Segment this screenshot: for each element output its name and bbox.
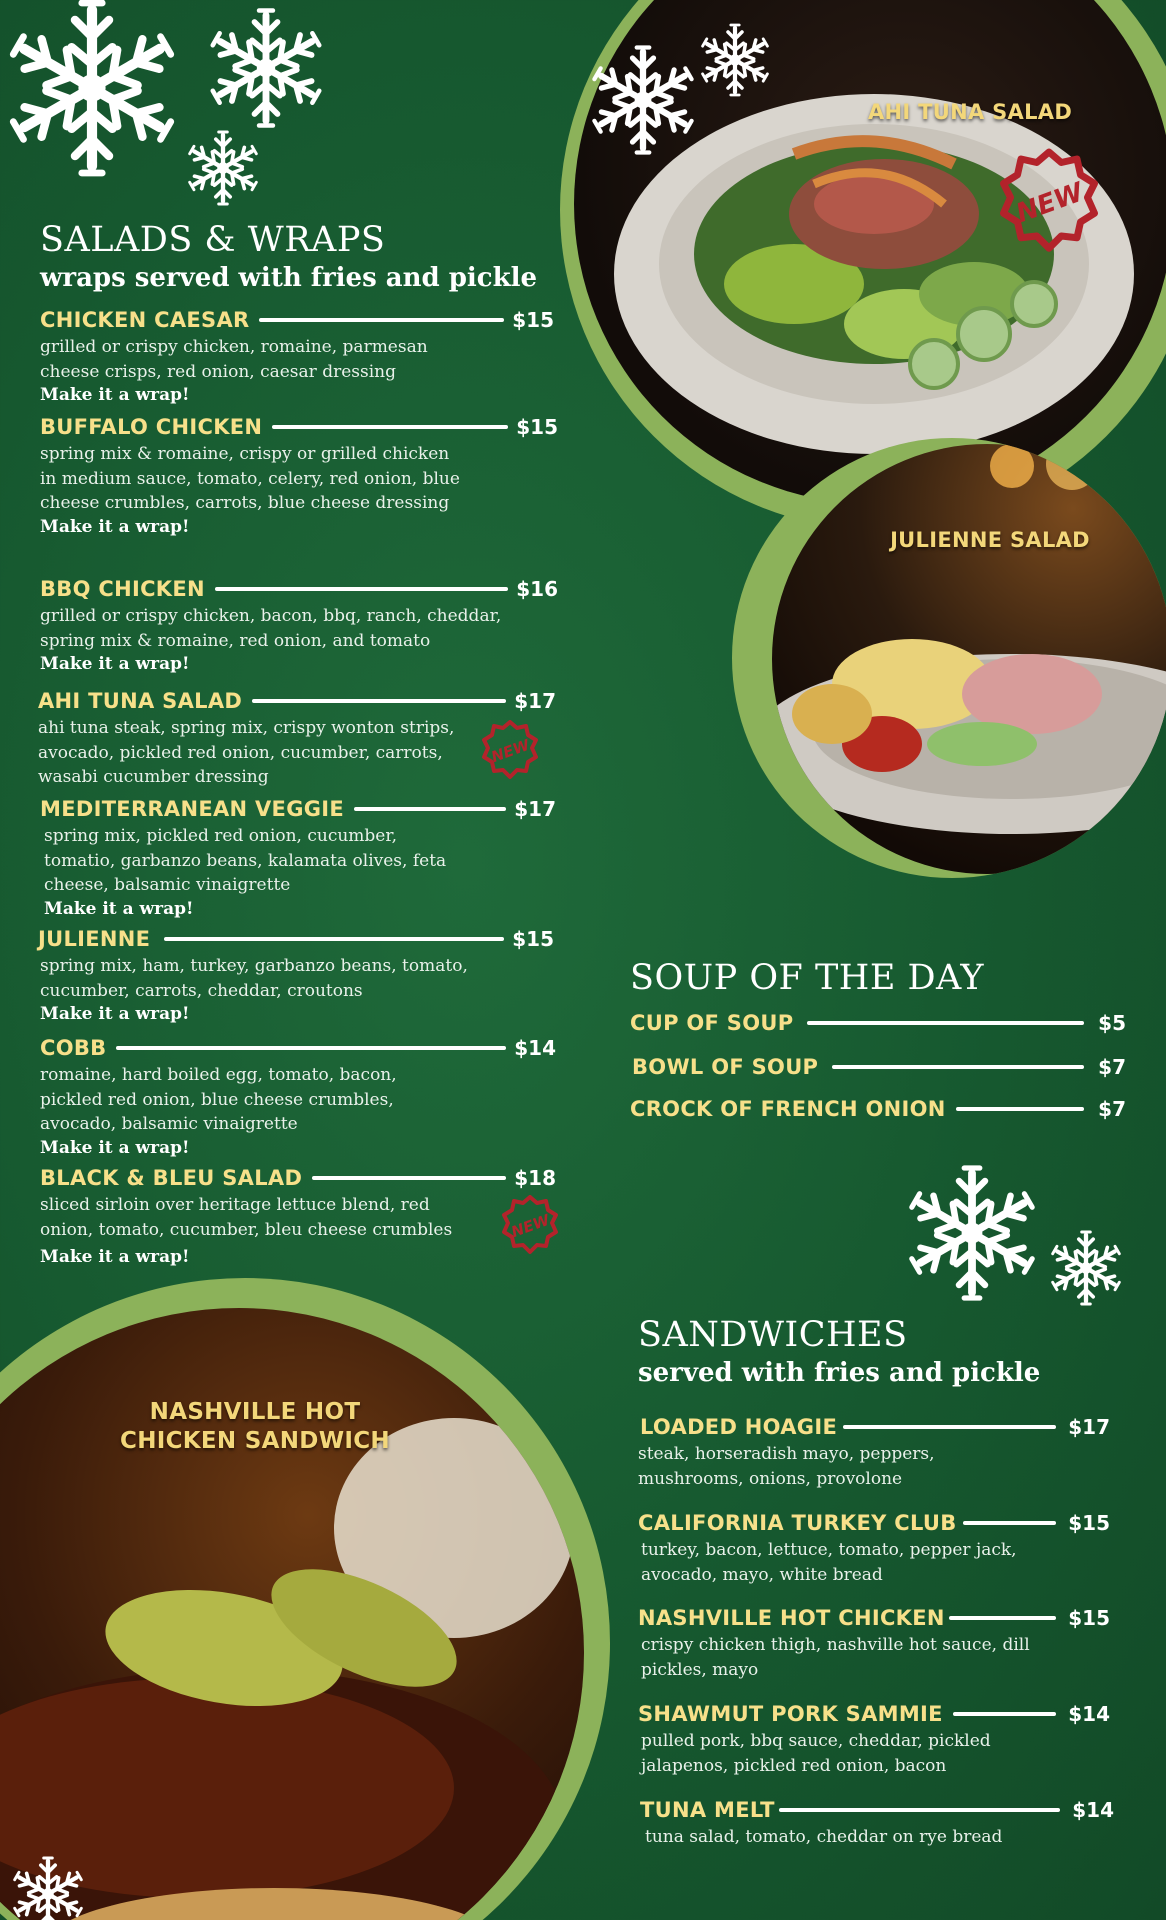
menu-item-name: TUNA MELT xyxy=(640,1798,775,1822)
ahi-tuna-photo-label: AHI TUNA SALAD xyxy=(867,100,1073,124)
menu-item-description: steak, horseradish mayo, peppers, mushrooms, onions, provolone xyxy=(638,1444,935,1489)
menu-item xyxy=(638,1508,1110,1587)
menu-item-name: BBQ CHICKEN xyxy=(40,577,205,601)
snowflake-icon xyxy=(890,1150,1140,1330)
menu-item-description: spring mix, pickled red onion, cucumber, tomatio, garbanzo beans, kalamata olives, feta cheese, balsamic vinaigrette xyxy=(44,826,447,895)
menu-item-name: NASHVILLE HOT CHICKEN xyxy=(638,1606,945,1630)
menu-item-price: $7 xyxy=(1098,1097,1126,1121)
menu-item-price: $15 xyxy=(516,415,558,439)
menu-item-name: LOADED HOAGIE xyxy=(640,1415,838,1439)
menu-item xyxy=(640,1795,1114,1850)
menu-item-description: grilled or crispy chicken, bacon, bbq, ranch, cheddar, spring mix & romaine, red onion, and tomato xyxy=(40,606,502,651)
julienne-photo xyxy=(772,444,1166,874)
snowflake-icon xyxy=(575,20,785,170)
menu-item-price: $5 xyxy=(1098,1011,1126,1035)
menu-item-price: $14 xyxy=(514,1036,556,1060)
leader-line xyxy=(272,425,508,429)
leader-line xyxy=(807,1021,1084,1025)
menu-item-name: BUFFALO CHICKEN xyxy=(40,415,263,439)
menu-item xyxy=(638,1603,1110,1682)
menu-item-name: SHAWMUT PORK SAMMIE xyxy=(638,1702,943,1726)
make-it-a-wrap-note: Make it a wrap! xyxy=(44,898,194,919)
menu-item xyxy=(40,412,558,538)
menu-item-price: $15 xyxy=(1068,1606,1110,1630)
leader-line xyxy=(953,1712,1056,1716)
menu-item xyxy=(40,574,558,675)
nashville-photo-frame xyxy=(0,1278,610,1920)
menu-item-description: ahi tuna steak, spring mix, crispy wonton strips, avocado, pickled red onion, cucumber, carrots, wasabi cucumber dressing xyxy=(38,718,455,787)
leader-line xyxy=(354,807,506,811)
menu-item-name: CHICKEN CAESAR xyxy=(40,308,250,332)
nashville-photo-label-line2: CHICKEN SANDWICH xyxy=(120,1428,390,1454)
leader-line xyxy=(949,1616,1056,1620)
menu-item-price: $14 xyxy=(1072,1798,1114,1822)
leader-line xyxy=(252,699,506,703)
leader-line xyxy=(832,1065,1084,1069)
menu-item xyxy=(638,1699,1110,1778)
menu-item-description: crispy chicken thigh, nashville hot sauce, dill pickles, mayo xyxy=(641,1635,1030,1680)
new-badge-icon xyxy=(500,1195,560,1255)
make-it-a-wrap-note: Make it a wrap! xyxy=(40,1247,190,1267)
menu-item xyxy=(40,1033,556,1159)
menu-item-name: CALIFORNIA TURKEY CLUB xyxy=(638,1511,957,1535)
snowflake-icon xyxy=(0,0,340,210)
nashville-photo-label xyxy=(95,1398,415,1456)
menu-item-price: $17 xyxy=(514,797,556,821)
leader-line xyxy=(312,1176,506,1180)
menu-item-description: romaine, hard boiled egg, tomato, bacon, pickled red onion, blue cheese crumbles, avocado, balsamic vinaigrette xyxy=(40,1065,397,1134)
make-it-a-wrap-note: Make it a wrap! xyxy=(40,654,190,674)
menu-item-description: turkey, bacon, lettuce, tomato, pepper jack, avocado, mayo, white bread xyxy=(641,1540,1017,1585)
menu-item-name: COBB xyxy=(40,1036,107,1060)
menu-item xyxy=(40,794,556,920)
menu-item-description: spring mix, ham, turkey, garbanzo beans, tomato, cucumber, carrots, cheddar, croutons xyxy=(40,956,468,1001)
menu-item-price: $17 xyxy=(514,689,556,713)
new-badge-icon xyxy=(996,148,1102,254)
menu-item-price: $16 xyxy=(516,577,558,601)
leader-line xyxy=(843,1425,1056,1429)
menu-item-description: sliced sirloin over heritage lettuce blend, red onion, tomato, cucumber, bleu cheese crumbles xyxy=(40,1195,453,1240)
new-badge-icon xyxy=(480,720,540,780)
make-it-a-wrap-note: Make it a wrap! xyxy=(40,385,190,405)
menu-item xyxy=(630,1008,1126,1038)
leader-line xyxy=(963,1521,1057,1525)
sandwiches-section-title: SANDWICHES xyxy=(638,1315,908,1355)
salads-section-subtitle: wraps served with fries and pickle xyxy=(40,263,538,293)
leader-line xyxy=(215,587,508,591)
menu-item-price: $15 xyxy=(512,927,554,951)
make-it-a-wrap-note: Make it a wrap! xyxy=(40,1137,190,1158)
menu-item-name: AHI TUNA SALAD xyxy=(38,689,243,713)
leader-line xyxy=(779,1808,1061,1812)
make-it-a-wrap-note: Make it a wrap! xyxy=(40,516,190,537)
menu-item-name: MEDITERRANEAN VEGGIE xyxy=(40,797,345,821)
leader-line xyxy=(956,1107,1085,1111)
menu-item-price: $15 xyxy=(1068,1511,1110,1535)
menu-item-name: BOWL OF SOUP xyxy=(632,1055,819,1079)
leader-line xyxy=(116,1046,506,1050)
julienne-photo-frame xyxy=(732,438,1166,878)
nashville-photo-label-line1: NASHVILLE HOT xyxy=(149,1399,361,1425)
menu-item-name: BLACK & BLEU SALAD xyxy=(40,1166,303,1190)
menu-item-name: CUP OF SOUP xyxy=(630,1011,794,1035)
menu-item xyxy=(40,1163,556,1268)
menu-item-price: $18 xyxy=(514,1166,556,1190)
menu-item xyxy=(38,686,556,790)
menu-item xyxy=(640,1412,1110,1491)
menu-item-price: $14 xyxy=(1068,1702,1110,1726)
make-it-a-wrap-note: Make it a wrap! xyxy=(40,1004,190,1024)
leader-line xyxy=(164,937,504,941)
menu-item-description: pulled pork, bbq sauce, cheddar, pickled jalapenos, pickled red onion, bacon xyxy=(641,1731,991,1776)
sandwiches-section-subtitle: served with fries and pickle xyxy=(638,1358,1041,1388)
soup-section-title: SOUP OF THE DAY xyxy=(630,958,985,998)
menu-item-name: JULIENNE xyxy=(38,927,151,951)
leader-line xyxy=(259,318,504,322)
menu-item xyxy=(38,924,554,1025)
salads-section-title: SALADS & WRAPS xyxy=(40,220,386,260)
menu-item-price: $17 xyxy=(1068,1415,1110,1439)
menu-item xyxy=(630,1094,1126,1124)
menu-item xyxy=(40,305,554,406)
menu-item-name: CROCK OF FRENCH ONION xyxy=(630,1097,946,1121)
menu-item-description: grilled or crispy chicken, romaine, parmesan cheese crisps, red onion, caesar dressing xyxy=(40,337,428,382)
menu-item-price: $7 xyxy=(1098,1055,1126,1079)
menu-item-price: $15 xyxy=(512,308,554,332)
menu-item xyxy=(632,1052,1126,1082)
menu-item-description: tuna salad, tomato, cheddar on rye bread xyxy=(645,1827,1003,1847)
snowflake-icon xyxy=(4,1848,94,1920)
menu-item-description: spring mix & romaine, crispy or grilled chicken in medium sauce, tomato, celery, red onion, blue cheese crumbles, carrots, blue cheese dressing xyxy=(40,444,460,513)
julienne-photo-label: JULIENNE SALAD xyxy=(890,528,1090,552)
